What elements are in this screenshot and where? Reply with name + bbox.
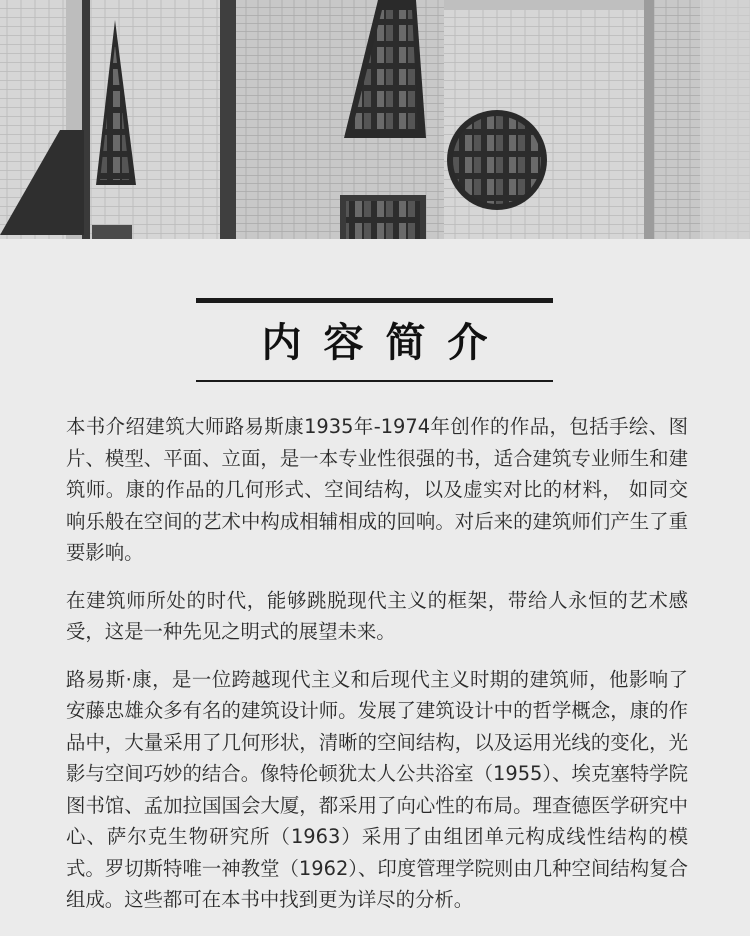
description-body <box>66 411 688 932</box>
title-bottom-rule <box>196 380 553 382</box>
hero-architecture-photo <box>0 0 750 239</box>
section-title-block <box>196 298 553 384</box>
paragraph-1: 本书介绍建筑大师路易斯康1935年-1974年创作的作品，包括手绘、图片、模型、平面、立面，是一本专业性很强的书，适合建筑专业师生和建筑师。康的作品的几何形式、空间结构，以及虚实对比的材料， 如同交响乐般在空间的艺术中构成相辅相成的回响。对后来的建筑师们产生了重要影响。 <box>66 415 688 564</box>
paragraph-3: 路易斯·康，是一位跨越现代主义和后现代主义时期的建筑师，他影响了安藤忠雄众多有名的建筑设计师。发展了建筑设计中的哲学概念，康的作品中，大量采用了几何形状，清晰的空间结构，以及运用光线的变化，光影与空间巧妙的结合。像特伦顿犹太人公共浴室（1955）、埃克塞特学院图书馆、孟加拉国国会大厦，都采用了向心性的布局。理查德医学研究中心、萨尔克生物研究所（1963）采用了由组团单元构成线性结构的模式。罗切斯特唯一神教堂（1962）、印度管理学院则由几种空间结构复合组成。这些都可在本书中找到更为详尽的分析。 <box>66 667 688 911</box>
paragraph-2: 在建筑师所处的时代，能够跳脱现代主义的框架，带给人永恒的艺术感受，这是一种先见之明式的展望未来。 <box>66 588 688 643</box>
title-top-rule <box>196 298 553 303</box>
page-title: 内容简介 <box>261 320 510 366</box>
building-facade-illustration <box>0 0 750 239</box>
